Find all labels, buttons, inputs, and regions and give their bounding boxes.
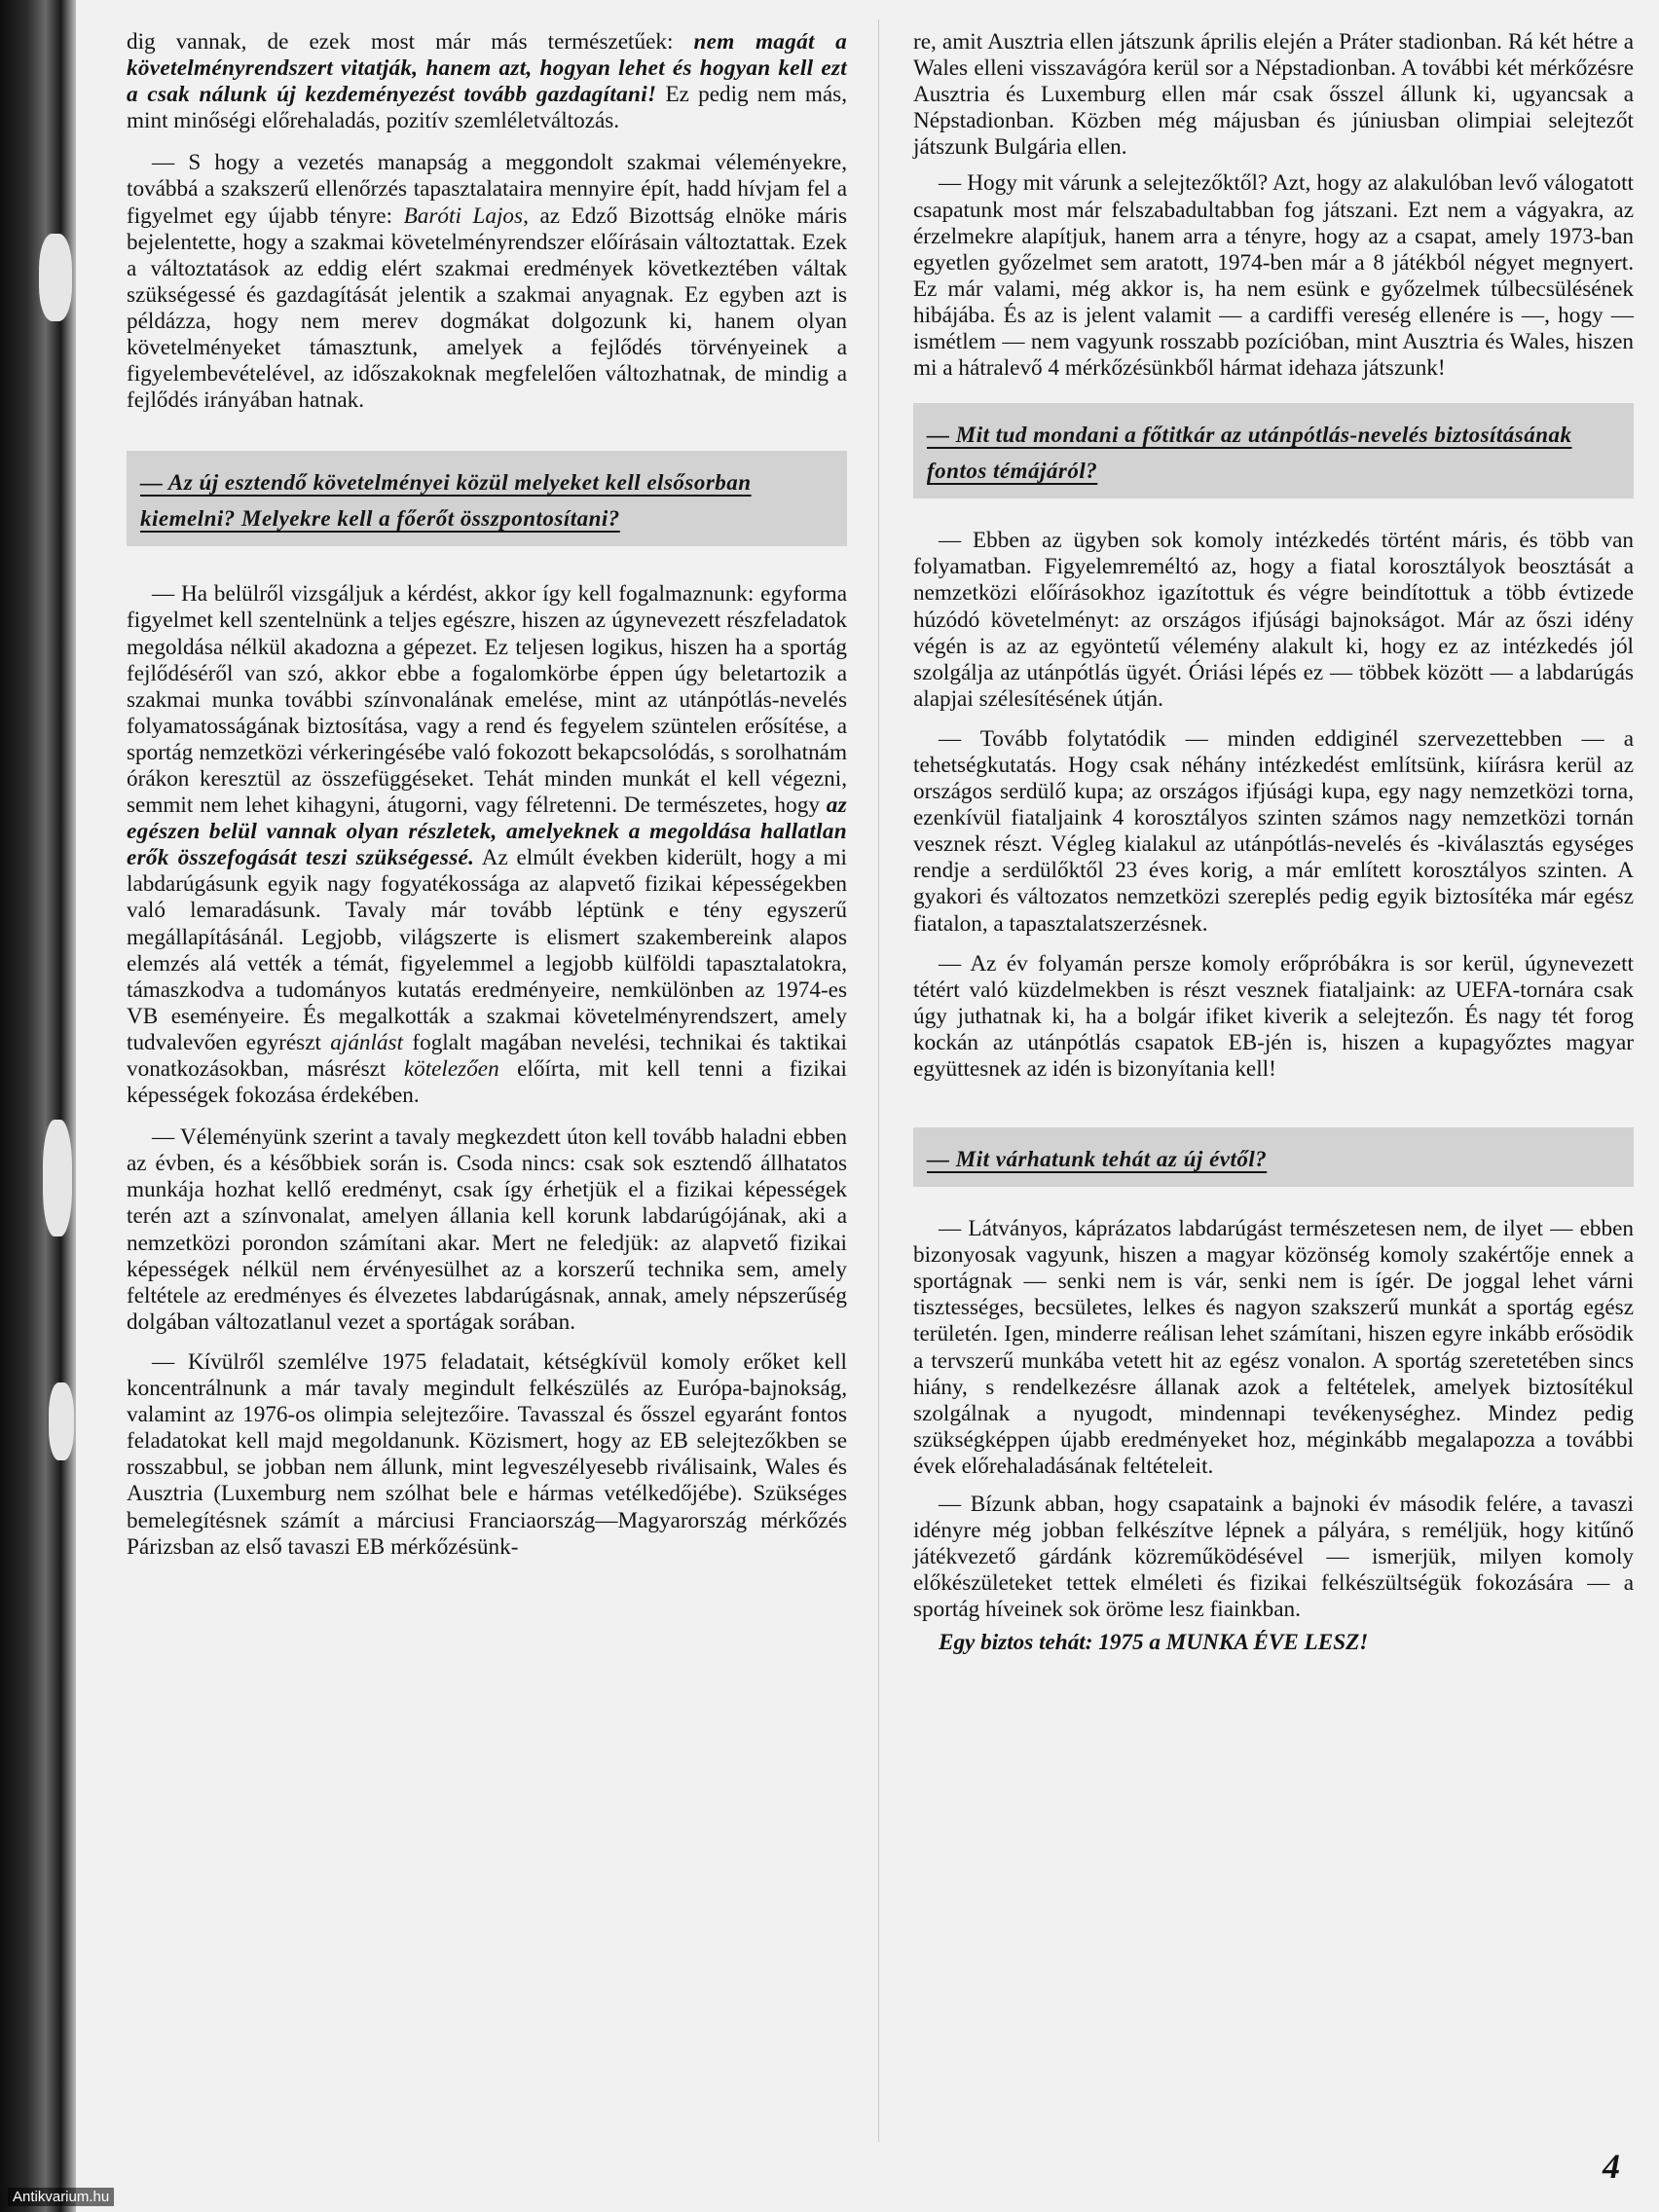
paragraph: — S hogy a vezetés manapság a meggondolt szakmai véleményekre, továbbá a szakszerű ellenőrzés tapasztalataira mennyire épít, hadd hívjam fel a figyelmet egy újabb tényre: Baróti Lajos, az Edző Bizottság elnöke máris bejelentette, hogy a szakmai követelményrendszer előírásain változtattak. Ezek a változtatások az eddig elért szakmai eredmények következtében váltak szükségessé és gazdagítását jelentik a szakmai anyagnak. Ez egyben azt is példázza, hogy nem merev dogmákat dolgozunk ki, hanem olyan követelményeket támasztunk, amelyek a fejlődés törvényeinek a figyelembevételével, az időszakoknak megfelelően változhatnak, de mindig a fejlődés irányában hatnak. (127, 150, 848, 414)
closing-statement: Egy biztos tehát: 1975 a MUNKA ÉVE LESZ! (939, 1629, 1369, 1655)
paragraph: — Kívülről szemlélve 1975 feladatait, kétségkívül komoly erőket kell koncentrálnunk a már tavaly megindult felkészülés az Európa-bajnokság, valamint az 1976-os olimpia selejtezőire. Tavasszal és ősszel egyaránt fontos feladatokat kell majd megoldanunk. Közismert, hogy az EB selejtezőkben se rosszabbul, se jobban nem állunk, mint legveszélyesebb riválisaink, Wales és Ausztria (Luxemburg nem szólhat bele e hármas vetélkedőjébe). Szükséges bemelegítésnek számít a márciusi Franciaország—Magyarország mérkőzés Párizsban az első tavaszi EB mérkőzésünk- (127, 1348, 847, 1560)
paragraph: — Véleményünk szerint a tavaly megkezdett úton kell tovább haladni ebben az évben, és a későbbiek során is. Csoda nincs: csak sok esztendő állhatatos munkája hozhat kellő eredményt, csak így érhetjük el a fizikai képességek terén azt a színvonalat, amelyen állania kell korunk labdarúgójának, aki a nemzetközi porondon számítani akar. Mert ne feledjük: az alapvető fizikai képességek nélkül nem érvényesülhet az a korszerű technika sem, amely feltétele az eredményes és élvezetes labdarúgásnak, annak, amely népszerűség dolgában változatlanul vezet a sportágak sorában. (127, 1124, 847, 1335)
paragraph: — Hogy mit várunk a selejtezőktől? Azt, hogy az alakulóban levő válogatott csapatunk most már felszabadultabban fog játszani. Ezt nem a vágyakra, az érzelmekre alapítjuk, hanem arra a tényre, hogy az a csapat, amely 1973-ban egyetlen győzelmet sem aratott, 1974-ben már a 8 játékból négyet megnyert. Ez már valami, még akkor is, ha nem esünk e győzelmek túlbecsülésének hibájába. És az is jelent valamit — a cardiffi vereség ellenére is —, hogy — ismétlem — nem vagyunk rosszabb pozícióban, mint Ausztria és Wales, hiszen mi a hátralevő 4 mérkőzésünkből hármat idehaza játszunk! (913, 170, 1634, 382)
photo-detail (43, 1120, 72, 1236)
paragraph: — Ha belülről vizsgáljuk a kérdést, akkor így kell fogalmaznunk: egyforma figyelmet kell szentelnünk a teljes egészre, hiszen az úgynevezett részfeladatok megoldása nélkül akadozna a gépezet. Ez teljesen logikus, hiszen ha a sportág fejlődéséről van szó, akkor ebbe a fogalomkörbe éppen úgy beletartozik a szakmai munka további színvonalának emelése, mint az utánpótlás-nevelés folyamatosságának biztosítása, vagy a rend és fegyelem szüntelen erősítése, a sportág nemzetközi vérkeringésébe való fokozott bekapcsolódás, s sorolhatnám órákon keresztül az összefüggéseket. Tehát minden munkát el kell végezni, semmit nem lehet kihagyni, átugorni, vagy félretenni. De természetes, hogy az egészen belül vannak olyan részletek, amelyeknek a megoldása hallatlan erők összefogását teszi szükségessé. Az elmúlt években kiderült, hogy a mi labdarúgásunk egyik nagy fogyatékossága az alapvető fizikai képességekben való lemaradásunk. Tavaly már tovább léptünk e tény egyszerű megállapításánál. Legjobb, világszerte is elismert szakembereink alapos elemzés alá vették a témát, figyelemmel a legjobb külföldi tapasztalatokra, támaszkodva a tudományos kutatás eredményeire, nemkülönben az 1974-es VB eseményeire. És megalkották a szakmai követelményrendszert, amely tudvalevően egyrészt ajánlást foglalt magában nevelési, technikai és taktikai vonatkozásokban, másrészt kötelezően előírta, mit kell tenni a fizikai képességek fokozása érdekében. (127, 581, 848, 1109)
photo-edge-strip (0, 0, 76, 2212)
watermark: Antikvarium.hu (8, 2188, 114, 2206)
paragraph: — Bízunk abban, hogy csapataink a bajnoki év második felére, a tavaszi idényre még jobban felkészítve lépnek a pályára, s reméljük, hogy kitűnő játékvezető gárdánk közreműködésével — ismerjük, milyen komoly előkészületeket tettek elméleti és fizikai felkészültségük fokozására — a sportág híveinek sok öröme lesz fiainkban. (913, 1492, 1634, 1623)
left-column (127, 29, 847, 1561)
paragraph: — Látványos, káprázatos labdarúgást természetesen nem, de ilyet — ebben bizonyosak vagyunk, hiszen a magyar közönség komoly szakértője ennek a sportágnak — senki nem is vár, senki nem is ígér. De joggal lehet várni tisztességes, becsületes, lelkes és nagyon szakszerű munkát a sportág egész területén. Igen, minderre reálisan lehet számítani, hiszen egyre inkább erősödik a tervszerű munkába vetett hit az egész vonalon. A sportág szeretetében sincs hiány, s rendelkezésre állanak azok a feltételek, amelyek biztosítékul szolgálnak a nyugodt, mindennapi tevékenységhez. Mindez pedig szükségképpen újabb eredményeket hoz, méginkább megalapozza a további évek előrehaladásának feltételeit. (913, 1216, 1634, 1479)
paragraph: — Az év folyamán persze komoly erőpróbákra is sor kerül, úgynevezett tétért való küzdelmekben is részt vesznek fiataljaink: az UEFA-tornára csak úgy juthatnak ki, ha a bolgár ifiket kiverik a selejtezőn. És nagy tét forog kockán az utánpótlás csapatok EB-jén is, hiszen a kupagyőztes magyar együttesnek az idén is bizonyítania kell! (913, 950, 1634, 1082)
photo-detail (39, 234, 72, 321)
column-divider (878, 19, 879, 2142)
interview-question: — Az új esztendő követelményei közül melyeket kell elsősorban kiemelni? Melyekre kell a főerőt összpontosítani? (127, 451, 847, 546)
paragraph: — Ebben az ügyben sok komoly intézkedés történt máris, és több van folyamatban. Figyelemreméltó az, hogy a fiatal korosztályok beosztását a nemzetközi előírásokhoz igazítottuk és végre beindítottuk a több évtizede húzódó követelményt: az országos ifjúsági bajnokságot. Már az őszi idény végén is az az egyöntetű vélemény alakult ki, hogy ez az intézkedés jól szolgálja az utánpótlás ügyét. Óriási lépés ez — többek között — a labdarúgás alapjai szélesítésének útján. (913, 528, 1634, 712)
interview-question: — Mit tud mondani a főtitkár az utánpótlás-nevelés biztosításának fontos témájáról? (913, 403, 1634, 498)
interview-question: — Mit várhatunk tehát az új évtől? (913, 1127, 1634, 1187)
paragraph: — Tovább folytatódik — minden eddiginél szervezettebben — a tehetségkutatás. Hogy csak néhány intézkedést említsünk, kiírásra kerül az országos serdülő kupa; az országos ifjúsági kupa, egy nagy nemzetközi torna, ezenkívül fiataljaink 4 korosztályos szinten számos nagy nemzetközi tornán vesznek részt. Végleg kialakul az utánpótlás-nevelés és -kiválasztás egységes rendje a serdülőktől 23 éves korig, a már említett korosztályos szinten. A gyakori és változatos nemzetközi szereplés pedig egyik biztosítéka már egész fiatalon, a tapasztalatszerzésnek. (913, 725, 1634, 937)
page-number: 4 (1603, 2147, 1620, 2186)
photo-detail (49, 1382, 74, 1460)
paragraph: re, amit Ausztria ellen játszunk április elején a Práter stadionban. Rá két hétre a Wales elleni visszavágóra kerül sor a Népstadionban. A további két mérkőzésre Ausztria és Luxemburg ellen már csak ősszel állunk ki, ugyancsak a Népstadionban. Közben még májusban és júniusban olimpiai selejtezőt játszunk Bulgária ellen. (913, 29, 1634, 161)
right-column (913, 29, 1634, 1678)
paragraph: dig vannak, de ezek most már más természetűek: nem magát a követelményrendszert vitatják, hanem azt, hogyan lehet és hogyan kell ezt a csak nálunk új kezdeményezést tovább gazdagítani! Ez pedig nem más, mint minőségi előrehaladás, pozitív szemléletváltozás. (127, 29, 847, 134)
